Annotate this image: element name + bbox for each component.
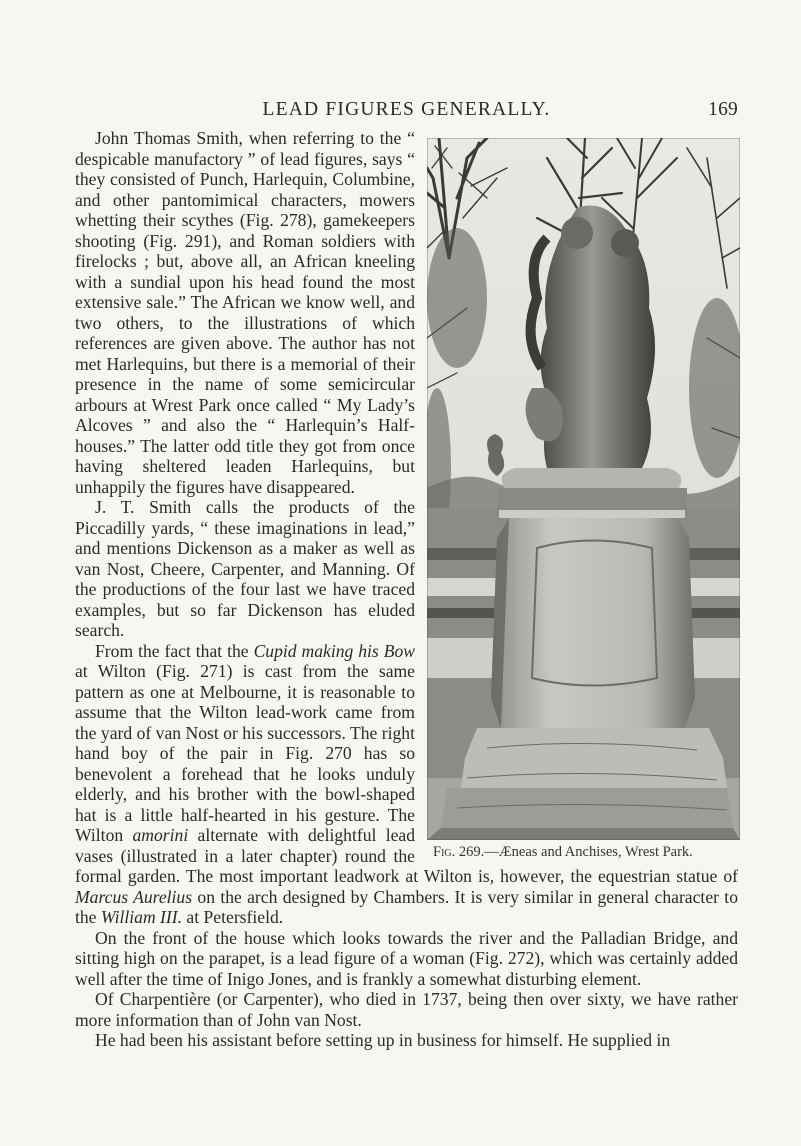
italic-title-cupid: Cupid making his Bow xyxy=(253,640,415,661)
paragraph-3-part-c: alternate with delightful lead vases (illustrated in a later chapter) round the formal garden. The most important leadwork at Wilton is, however, the equestrian statue of xyxy=(75,825,738,886)
figure-269 xyxy=(427,138,740,862)
running-head xyxy=(75,99,738,123)
photograph-aeneas-and-anchises xyxy=(427,138,740,840)
paragraph-3-part-d: on the arch designed by Chambers. It is very similar in general character to the xyxy=(75,886,738,927)
paragraph-3-part-a: From the fact that the xyxy=(95,640,254,661)
paragraph-3-part-b: at Wilton (Fig. 271) is cast from the same pattern as one at Melbourne, it is reasonable to assume that the Wilton lead-work came from the yard of van Nost or his successors. The right hand boy of the pair in Fig. 270 has so benevolent a forehead that he looks unduly elderly, and his brother with the bowl-shaped hat is a little half-hearted in his gesture. The Wilton xyxy=(75,661,415,845)
body-text xyxy=(75,128,738,1051)
paragraph-2: J. T. Smith calls the products of the Piccadilly yards, “ these imaginations in lead,” and mentions Dickenson as a maker as well as van Nost, Cheere, Carpenter, and Manning. Of the productions of the four last we have traced examples, but so far Dickenson has eluded search. xyxy=(75,497,415,640)
paragraph-4: On the front of the house which looks towards the river and the Palladian Bridge, and sitting high on the parapet, is a lead figure of a woman (Fig. 272), which was certainly added well after the time of Inigo Jones, and is frankly a somewhat disturbing element. xyxy=(75,927,738,989)
italic-title-william-iii: William III. xyxy=(100,907,183,927)
paragraph-6: He had been his assistant before setting up in business for himself. He supplied in xyxy=(95,1030,671,1050)
figure-caption-label: Fig. 269. xyxy=(433,844,485,860)
figure-caption-text: —Æneas and Anchises, Wrest Park. xyxy=(484,844,693,860)
running-title: LEAD FIGURES GENERALLY. xyxy=(262,99,551,120)
page-number: 169 xyxy=(708,99,738,120)
paragraph-1: John Thomas Smith, when referring to the “ despicable manufactory ” of lead figures, says “ they consisted of Punch, Harlequin, Columbine, and other pantomimical characters, mowers whetting their scythes (Fig. 278), gamekeepers shooting (Fig. 291), and Roman soldiers with firelocks ; but, above all, an African kneeling with a sundial upon his head found the most extensive sale.” The African we know well, and two others, to the illustrations of which references are given above. The author has not met Harlequins, but there is a memorial of their presence in the name of some semicircular arbours at Wrest Park once called “ My Lady’s Alcoves ” and also the “ Harlequin’s Half-houses.” The latter odd title they got from once having sheltered leaden Harlequins, but unhappily the figures have disappeared. xyxy=(75,128,415,497)
figure-caption xyxy=(433,844,733,860)
paragraph-5: Of Charpentière (or Carpenter), who died in 1737, being then over sixty, we have rather more information than of John van Nost. xyxy=(75,989,738,1030)
paragraph-3-part-e: at Petersfield. xyxy=(182,907,284,927)
italic-title-amorini: amorini xyxy=(132,825,189,845)
italic-title-marcus-aurelius: Marcus Aurelius xyxy=(75,886,193,907)
